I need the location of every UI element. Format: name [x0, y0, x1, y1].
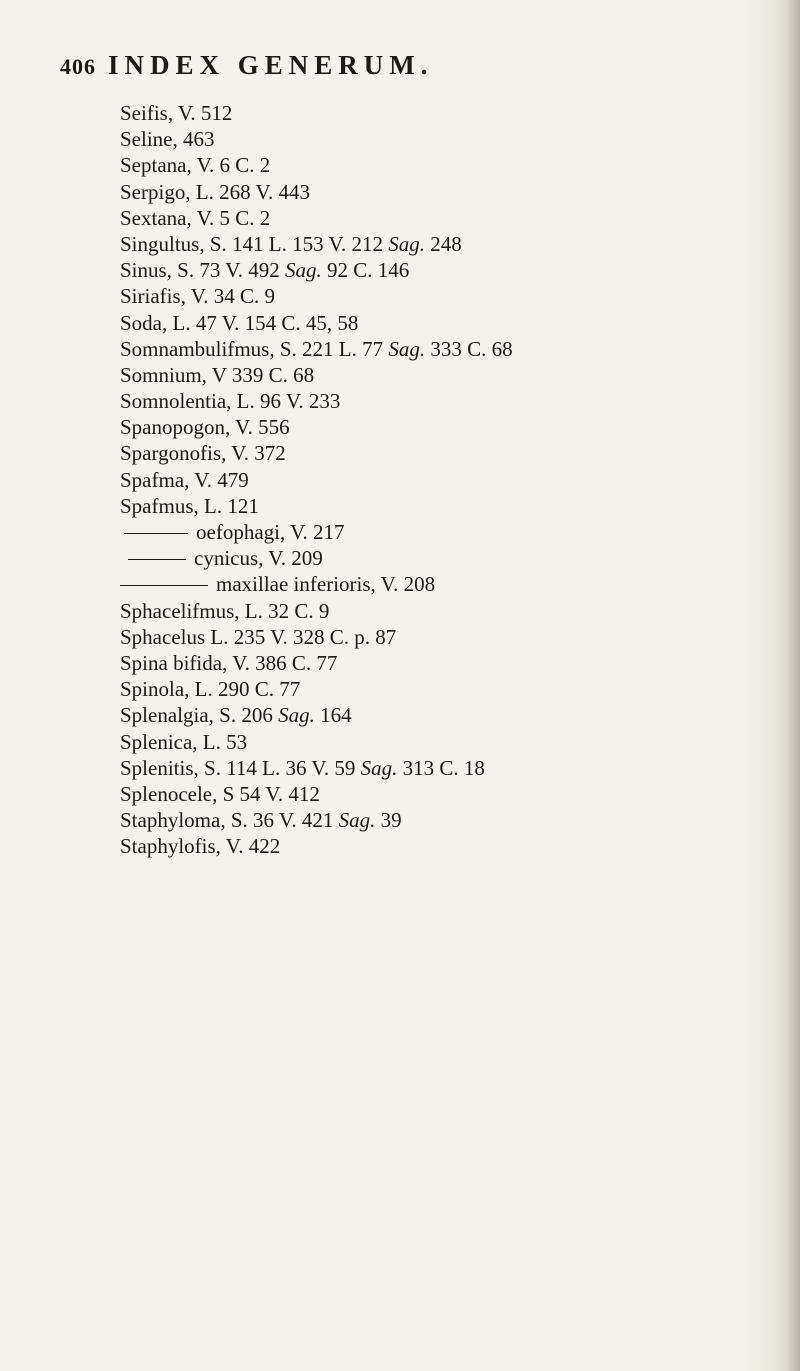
- index-entry: Seifis, V. 512: [120, 101, 233, 125]
- index-entry: Sinus, S. 73 V. 492 Sag. 92 C. 146: [120, 258, 410, 283]
- index-entry: Staphylofis, V. 422: [120, 834, 281, 859]
- index-entry: Spargonofis, V. 372: [120, 441, 286, 466]
- sag-abbreviation: Sag.: [388, 231, 425, 256]
- subentry-text: oefophagi, V. 217: [196, 520, 345, 544]
- index-entry: Spina bifida, V. 386 C. 77: [120, 650, 338, 675]
- ditto-dash: [120, 585, 208, 586]
- page-number: 406: [60, 54, 96, 79]
- index-entry: Splenica, L. 53: [120, 729, 248, 754]
- sag-abbreviation: Sag.: [388, 336, 426, 361]
- index-entry: Siriafis, V. 34 C. 9: [120, 284, 275, 309]
- sag-abbreviation: Sag.: [284, 258, 322, 283]
- page-header: [60, 50, 760, 90]
- sag-abbreviation: Sag.: [278, 703, 315, 728]
- index-entry: Splenalgia, S. 206 Sag. 164: [120, 703, 352, 728]
- sag-abbreviation: Sag.: [338, 808, 376, 833]
- index-entry: Splenitis, S. 114 L. 36 V. 59 Sag. 313 C. 18: [120, 755, 485, 780]
- sag-abbreviation: Sag.: [360, 755, 398, 780]
- index-entry: Spafmus, L. 121: [120, 493, 259, 518]
- running-head: INDEX GENERUM.: [108, 50, 434, 80]
- index-entry: Somnambulifmus, S. 221 L. 77 Sag. 333 C. 68: [120, 336, 513, 361]
- index-entry: Spafma, V. 479: [120, 467, 249, 492]
- index-entry: Septana, V. 6 C. 2: [120, 153, 271, 178]
- index-subentry: [120, 519, 800, 545]
- index-entry: Somnium, V 339 C. 68: [120, 362, 315, 387]
- index-entry: Serpigo, L. 268 V. 443: [120, 179, 310, 204]
- index-entry: Sphacelifmus, L. 32 C. 9: [120, 598, 330, 623]
- subentry-text: cynicus, V. 209: [194, 546, 323, 571]
- index-entry: Seline, 463: [120, 127, 215, 152]
- index-entry: Soda, L. 47 V. 154 C. 45, 58: [120, 310, 359, 335]
- subentry-text: maxillae inferioris, V. 208: [216, 572, 436, 597]
- index-entry: Sphacelus L. 235 V. 328 C. p. 87: [120, 624, 397, 649]
- index-entry: Somnolentia, L. 96 V. 233: [120, 389, 341, 414]
- index-entry: Sextana, V. 5 C. 2: [120, 205, 271, 230]
- ditto-dash: [128, 559, 186, 560]
- ditto-dash: [124, 533, 188, 534]
- index-entry: Spinola, L. 290 C. 77: [120, 677, 301, 702]
- index-entry: Spanopogon, V. 556: [120, 415, 290, 440]
- index-entries: [120, 100, 800, 859]
- index-entry: Staphyloma, S. 36 V. 421 Sag. 39: [120, 808, 402, 833]
- index-subentry: [120, 545, 800, 571]
- index-entry: Singultus, S. 141 L. 153 V. 212 Sag. 248: [120, 231, 462, 256]
- index-entry: Splenocele, S 54 V. 412: [120, 781, 320, 806]
- index-subentry: [120, 571, 800, 597]
